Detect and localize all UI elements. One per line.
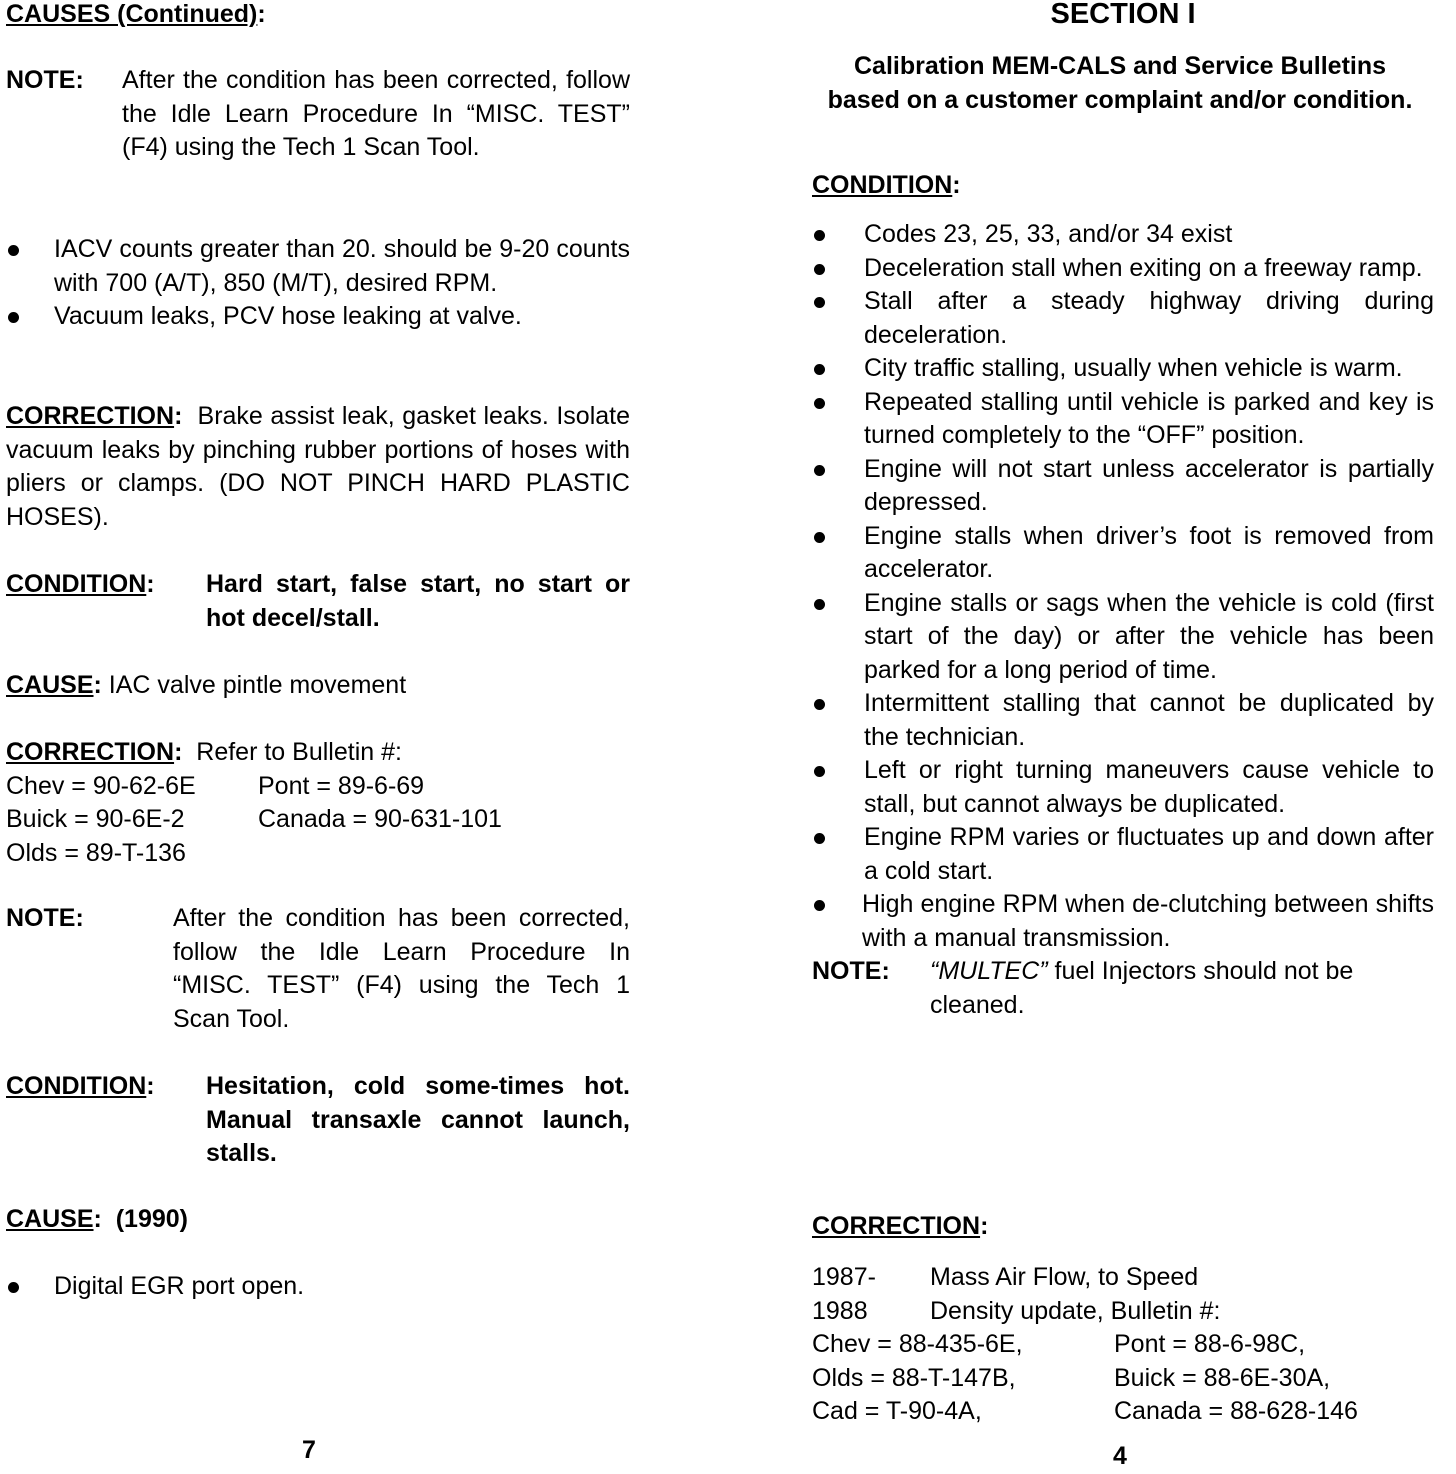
table-cell: Chev = 88-435-6E, bbox=[812, 1330, 1023, 1358]
list-item: Engine will not start unless accelerator is partially depressed. bbox=[812, 453, 1434, 520]
multec-note-text: fuel Injectors should not be cleaned. bbox=[930, 957, 1354, 1019]
year-table bbox=[812, 1261, 1434, 1429]
condition-list bbox=[812, 218, 1434, 1022]
cause-1: CAUSE: IAC valve pintle movement bbox=[6, 671, 407, 699]
table-cell: 1988 bbox=[812, 1296, 868, 1325]
list-item: High engine RPM when de-clutching between shifts with a manual transmission. bbox=[812, 888, 1434, 955]
condition-2: CONDITION: Hesitation, cold some-times hot. Manual transaxle cannot launch, stalls. bbox=[6, 1070, 630, 1171]
causes-continued-heading: CAUSES (Continued): bbox=[6, 0, 266, 28]
condition-2-label: CONDITION bbox=[6, 1072, 147, 1100]
table-cell bbox=[258, 837, 630, 871]
table-cell: Buick = 90-6E-2 bbox=[6, 805, 185, 833]
cause-1-label: CAUSE bbox=[6, 671, 94, 699]
table-cell: Pont = 89-6-69 bbox=[258, 771, 425, 800]
note-1 bbox=[6, 64, 630, 165]
correction-2: CORRECTION: Refer to Bulletin #: Chev = 90-62-6E Pont = 89-6-69 Buick = 90-6E-2 Canada = 90-631-101 Olds = 89-T-136 bbox=[6, 736, 630, 870]
list-item: City traffic stalling, usually when vehicle is warm. bbox=[812, 352, 1434, 386]
note-2-text: After the condition has been corrected, follow the Idle Learn Procedure In “MISC. TEST” (F4) using the Tech 1 Scan Tool. bbox=[173, 904, 630, 1033]
iacv-bullet-list bbox=[6, 233, 630, 334]
cause-2-label: CAUSE bbox=[6, 1205, 94, 1233]
multec-note bbox=[812, 955, 1434, 1022]
list-item: IACV counts greater than 20. should be 9-20 counts with 700 (A/T), 850 (M/T), desired RPM. bbox=[6, 233, 630, 300]
cause-1-text: IAC valve pintle movement bbox=[108, 671, 407, 699]
table-cell: Mass Air Flow, to Speed bbox=[930, 1263, 1199, 1291]
condition-2-text: Hesitation, cold some-times hot. Manual transaxle cannot launch, stalls. bbox=[206, 1072, 630, 1167]
list-item: Codes 23, 25, 33, and/or 34 exist bbox=[812, 218, 1434, 252]
table-cell: Olds = 88-T-147B, bbox=[812, 1363, 1016, 1392]
section-title: SECTION I bbox=[1050, 0, 1196, 30]
correction-1-label: CORRECTION bbox=[6, 402, 175, 430]
table-cell: Buick = 88-6E-30A, bbox=[1114, 1363, 1331, 1392]
correction-heading: CORRECTION: bbox=[812, 1212, 989, 1240]
list-item: Engine stalls when driver’s foot is removed from accelerator. bbox=[812, 520, 1434, 587]
table-cell: Pont = 88-6-98C, bbox=[1114, 1330, 1306, 1358]
cause-2-text: (1990) bbox=[115, 1205, 188, 1233]
left-page-number: 7 bbox=[302, 1436, 316, 1464]
condition-1-text: Hard start, false start, no start or hot decel/stall. bbox=[206, 570, 630, 632]
table-cell: Cad = T-90-4A, bbox=[812, 1397, 982, 1425]
egr-bullet-list bbox=[6, 1270, 630, 1304]
correction-2-text: Refer to Bulletin #: bbox=[196, 738, 402, 766]
list-item: Engine stalls or sags when the vehicle is cold (first start of the day) or after the vehicle has been parked for a long period of time. bbox=[812, 587, 1434, 688]
condition-1: CONDITION: Hard start, false start, no start or hot decel/stall. bbox=[6, 568, 630, 635]
list-item: Stall after a steady highway driving during deceleration. bbox=[812, 285, 1434, 352]
table-cell: Canada = 90-631-101 bbox=[258, 805, 502, 833]
condition-heading: CONDITION: bbox=[812, 171, 961, 199]
right-page-number: 4 bbox=[1113, 1442, 1127, 1470]
cause-2: CAUSE: (1990) bbox=[6, 1205, 188, 1233]
condition-1-label: CONDITION bbox=[6, 570, 147, 598]
multec-note-label: NOTE: bbox=[812, 957, 890, 985]
correction-2-label: CORRECTION bbox=[6, 738, 175, 766]
list-item: Intermittent stalling that cannot be duplicated by the technician. bbox=[812, 687, 1434, 754]
multec-quote: “MULTEC” bbox=[930, 957, 1048, 985]
note-2 bbox=[6, 902, 630, 1036]
table-cell: 1987- bbox=[812, 1263, 876, 1291]
table-cell: Canada = 88-628-146 bbox=[1114, 1397, 1358, 1425]
list-item: Digital EGR port open. bbox=[6, 1270, 630, 1304]
correction-1-text: Brake assist leak, gasket leaks. Isolate vacuum leaks by pinching rubber portions of hoses with pliers or clamps. (DO NOT PINCH HARD PLASTIC HOSES). bbox=[6, 402, 631, 531]
list-item: Repeated stalling until vehicle is parked and key is turned completely to the “OFF” position. bbox=[812, 386, 1434, 453]
note-1-label: NOTE: bbox=[6, 66, 84, 94]
bulletin-table bbox=[812, 1328, 1434, 1429]
bulletin-table bbox=[6, 770, 630, 871]
section-subtitle: Calibration MEM-CALS and Service Bulletins based on a customer complaint and/or condition. bbox=[827, 52, 1413, 114]
table-cell: Olds = 89-T-136 bbox=[6, 838, 186, 867]
list-item: Left or right turning maneuvers cause vehicle to stall, but cannot always be duplicated. bbox=[812, 754, 1434, 821]
table-cell: Chev = 90-62-6E bbox=[6, 771, 196, 800]
list-item: Engine RPM varies or fluctuates up and down after a cold start. bbox=[812, 821, 1434, 888]
list-item: Vacuum leaks, PCV hose leaking at valve. bbox=[6, 300, 630, 334]
table-cell: Density update, Bulletin #: bbox=[930, 1296, 1221, 1325]
note-2-label: NOTE: bbox=[6, 904, 84, 932]
list-item: Deceleration stall when exiting on a freeway ramp. bbox=[812, 252, 1434, 286]
correction-1: CORRECTION: Brake assist leak, gasket leaks. Isolate vacuum leaks by pinching rubber portions of hoses with pliers or clamps. (DO NOT PINCH HARD PLASTIC HOSES). bbox=[6, 402, 631, 531]
note-1-text: After the condition has been corrected, follow the Idle Learn Procedure In “MISC. TEST” (F4) using the Tech 1 Scan Tool. bbox=[122, 66, 630, 161]
